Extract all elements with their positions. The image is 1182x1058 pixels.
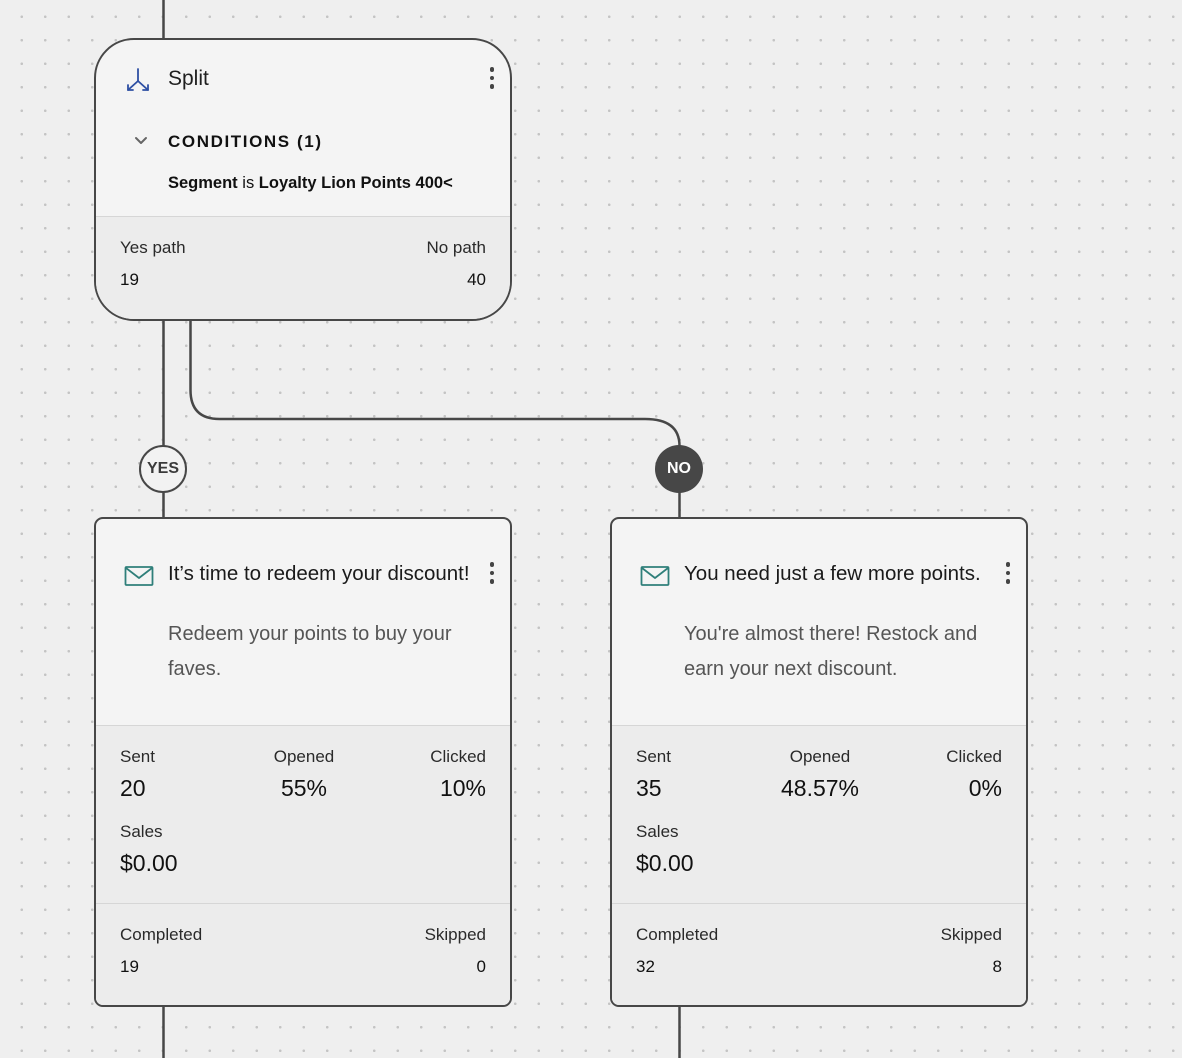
opened-label: Opened (273, 747, 335, 766)
skipped-label: Skipped (940, 925, 1002, 944)
sales-label: Sales (636, 822, 679, 841)
yes-path-count: 19 (120, 270, 139, 289)
split-more-options-icon[interactable] (486, 67, 498, 93)
email-metrics (612, 725, 1026, 904)
yes-path-badge[interactable]: YES (139, 445, 187, 493)
email-completion-stats (612, 903, 1026, 1007)
chevron-down-icon[interactable] (133, 133, 149, 149)
completed-value: 19 (120, 957, 139, 976)
sent-value: 35 (636, 775, 662, 801)
envelope-icon (640, 565, 670, 587)
sent-value: 20 (120, 775, 146, 801)
email-completion-stats (96, 903, 510, 1007)
sales-value: $0.00 (120, 850, 178, 876)
skipped-value: 0 (476, 957, 486, 976)
email-more-options-icon[interactable] (486, 562, 498, 588)
completed-label: Completed (636, 925, 719, 944)
condition-operator: is (242, 174, 255, 192)
opened-value: 55% (280, 775, 328, 801)
skipped-label: Skipped (424, 925, 486, 944)
email-subject: You need just a few more points. (684, 562, 981, 585)
email-more-options-icon[interactable] (1002, 562, 1014, 588)
sent-label: Sent (636, 747, 671, 766)
split-icon (124, 66, 152, 94)
email-preview-text: You're almost there! Restock and earn your next discount. (684, 623, 978, 680)
no-path-label: No path (426, 238, 486, 257)
completed-value: 32 (636, 957, 655, 976)
no-path-count: 40 (467, 270, 486, 289)
condition-value: Loyalty Lion Points 400< (258, 174, 453, 192)
sales-label: Sales (120, 822, 163, 841)
email-node-no[interactable] (610, 517, 1028, 1007)
sales-value: $0.00 (636, 850, 694, 876)
clicked-value: 10% (439, 775, 486, 801)
opened-value: 48.57% (780, 775, 859, 801)
email-subject: It’s time to redeem your discount! (168, 562, 470, 585)
opened-label: Opened (789, 747, 851, 766)
completed-label: Completed (120, 925, 203, 944)
split-title: Split (168, 67, 209, 90)
email-node-yes[interactable] (94, 517, 512, 1007)
envelope-icon (124, 565, 154, 587)
yes-path-label: Yes path (120, 238, 186, 257)
clicked-label: Clicked (430, 747, 486, 766)
condition-field: Segment (168, 174, 238, 192)
sent-label: Sent (120, 747, 155, 766)
split-node[interactable] (94, 38, 512, 321)
no-path-badge[interactable]: NO (655, 445, 703, 493)
email-preview-text: Redeem your points to buy your faves. (168, 623, 452, 680)
clicked-label: Clicked (946, 747, 1002, 766)
clicked-value: 0% (968, 775, 1002, 801)
email-metrics (96, 725, 510, 904)
condition-row (168, 174, 453, 193)
split-path-stats (96, 216, 510, 321)
conditions-toggle[interactable]: CONDITIONS (1) (168, 132, 323, 151)
skipped-value: 8 (992, 957, 1002, 976)
